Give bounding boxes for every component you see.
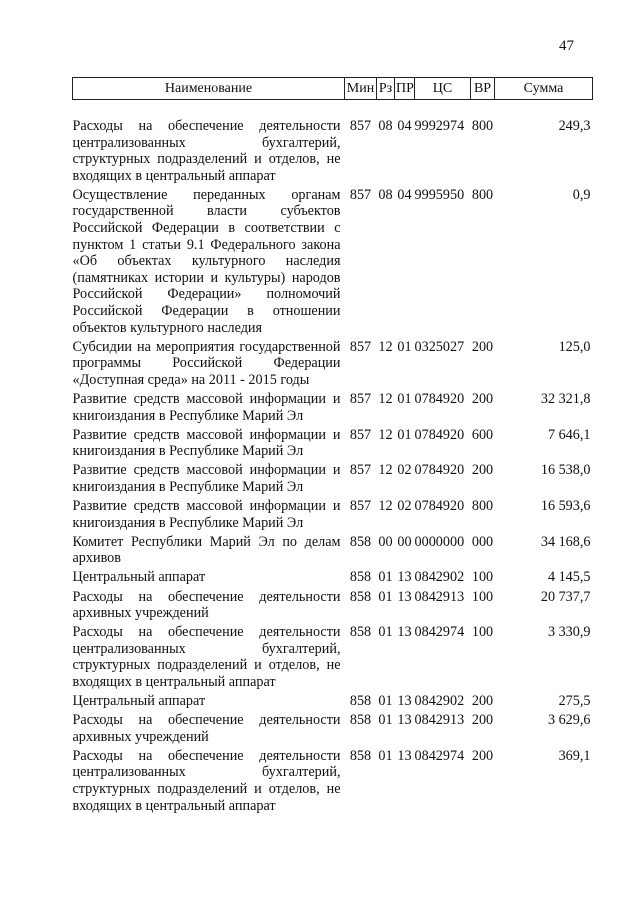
cell-name: Расходы на обеспечение деятельности архивных учреждений: [72, 588, 341, 622]
cell-rz: 01: [378, 693, 393, 710]
table-row: [73, 391, 593, 427]
cell-sum: 0,9: [572, 186, 591, 203]
cell-cs: 0784920: [414, 498, 465, 515]
table-header-row: [73, 78, 593, 100]
cell-rz: 12: [378, 498, 393, 515]
cell-name: Центральный аппарат: [72, 693, 206, 710]
table-row: [73, 339, 593, 391]
cell-vr: 600: [471, 426, 494, 443]
cell-rz: 01: [378, 712, 393, 729]
cell-min: 857: [349, 498, 372, 515]
cell-min: 858: [349, 533, 372, 550]
cell-name: Расходы на обеспечение деятельности централизованных бухгалтерий, структурных подразделений и отделов, не входящих в центральный аппарат: [72, 624, 341, 690]
cell-rz: 00: [378, 533, 393, 550]
cell-name: Развитие средств массовой информации и книгоиздания в Республике Марий Эл: [72, 498, 341, 531]
page-number: 47: [559, 38, 574, 54]
cell-cs: 0842902: [414, 569, 465, 586]
header-cs: ЦС: [415, 78, 471, 100]
cell-cs: 0842913: [414, 712, 465, 729]
table-row: [73, 748, 593, 817]
cell-pr: 01: [397, 391, 412, 407]
cell-name: Субсидии на мероприятия государственной программы Российской Федерации «Доступная среда» на 2011 - 2015 годы: [72, 338, 341, 388]
header-vr: ВР: [471, 78, 495, 100]
cell-cs: 0784920: [414, 462, 465, 479]
cell-pr: 04: [397, 118, 412, 134]
header-pr: ПР: [395, 78, 415, 100]
cell-name: Расходы на обеспечение деятельности централизованных бухгалтерий, структурных подразделений и отделов, не входящих в центральный аппарат: [72, 747, 341, 814]
header-min: Мин: [345, 78, 377, 100]
cell-sum: 125,0: [558, 338, 591, 355]
header-spacer: [73, 100, 593, 119]
cell-sum: 34 168,6: [540, 533, 591, 550]
cell-pr: 02: [397, 498, 412, 515]
cell-pr: 00: [397, 533, 412, 550]
cell-cs: 0000000: [414, 533, 465, 550]
cell-vr: 800: [471, 118, 494, 134]
cell-min: 857: [349, 391, 372, 407]
cell-pr: 13: [397, 569, 412, 586]
cell-min: 858: [349, 712, 372, 729]
cell-name: Расходы на обеспечение деятельности централизованных бухгалтерий, структурных подразделений и отделов, не входящих в центральный аппарат: [72, 118, 341, 184]
table-row: [73, 187, 593, 339]
cell-pr: 13: [397, 624, 412, 641]
cell-pr: 01: [397, 426, 412, 443]
cell-name: Центральный аппарат: [72, 569, 206, 586]
cell-rz: 12: [378, 391, 393, 407]
cell-vr: 200: [471, 747, 494, 764]
cell-min: 858: [349, 693, 372, 710]
cell-vr: 200: [471, 391, 494, 407]
cell-cs: 9995950: [414, 186, 465, 203]
cell-vr: 200: [471, 462, 494, 479]
cell-vr: 200: [471, 693, 494, 710]
cell-sum: 16 593,6: [540, 498, 591, 515]
cell-vr: 800: [471, 498, 494, 515]
cell-min: 858: [349, 747, 372, 764]
cell-pr: 13: [397, 747, 412, 764]
table-row: [73, 624, 593, 693]
cell-pr: 04: [397, 186, 412, 203]
cell-pr: 01: [397, 338, 412, 355]
cell-rz: 12: [378, 338, 393, 355]
table-body: [73, 100, 593, 817]
cell-name: Комитет Республики Марий Эл по делам архивов: [72, 533, 341, 567]
cell-min: 857: [349, 338, 372, 355]
cell-name: Развитие средств массовой информации и книгоиздания в Республике Марий Эл: [72, 391, 341, 424]
table-row: [73, 693, 593, 712]
cell-vr: 000: [471, 533, 494, 550]
table-row: [73, 462, 593, 498]
cell-vr: 100: [471, 588, 494, 605]
cell-rz: 12: [378, 462, 393, 479]
cell-vr: 100: [471, 624, 494, 641]
cell-name: Развитие средств массовой информации и книгоиздания в Республике Марий Эл: [72, 426, 341, 460]
cell-min: 858: [349, 569, 372, 586]
cell-sum: 16 538,0: [540, 462, 591, 479]
cell-sum: 369,1: [558, 747, 591, 764]
cell-sum: 4 145,5: [547, 569, 591, 586]
cell-vr: 100: [471, 569, 494, 586]
cell-pr: 13: [397, 712, 412, 729]
cell-sum: 7 646,1: [547, 426, 591, 443]
cell-rz: 01: [378, 569, 393, 586]
cell-cs: 0784920: [414, 426, 465, 443]
budget-table-container: [72, 77, 592, 817]
cell-cs: 0842974: [414, 624, 465, 641]
cell-cs: 0325027: [414, 338, 465, 355]
cell-min: 857: [349, 462, 372, 479]
cell-sum: 249,3: [558, 118, 591, 134]
cell-rz: 01: [378, 624, 393, 641]
table-row: [73, 118, 593, 187]
cell-min: 857: [349, 186, 372, 203]
cell-name: Развитие средств массовой информации и книгоиздания в Республике Марий Эл: [72, 462, 341, 495]
cell-pr: 13: [397, 693, 412, 710]
cell-rz: 01: [378, 747, 393, 764]
cell-name: Расходы на обеспечение деятельности архивных учреждений: [72, 712, 341, 745]
cell-min: 858: [349, 588, 372, 605]
cell-sum: 275,5: [558, 693, 591, 710]
budget-table: [72, 77, 593, 817]
cell-name: Осуществление переданных органам государственной власти субъектов Российской Федерации в соответствии с пунктом 1 статьи 9.1 Федерального закона «Об объектах культурного наследия (памятниках истории и культуры) народов Российской Федерации» полномочий Российской Федерации в отношении объектов культурного наследия: [72, 186, 341, 336]
table-row: [73, 569, 593, 588]
table-row: [73, 498, 593, 534]
cell-min: 857: [349, 118, 372, 134]
cell-vr: 200: [471, 338, 494, 355]
cell-vr: 200: [471, 712, 494, 729]
table-row: [73, 712, 593, 748]
cell-cs: 0842913: [414, 588, 465, 605]
header-sum: Сумма: [495, 78, 593, 100]
cell-rz: 08: [378, 186, 393, 203]
cell-cs: 0842974: [414, 747, 465, 764]
cell-rz: 01: [378, 588, 393, 605]
table-row: [73, 534, 593, 570]
cell-vr: 800: [471, 186, 494, 203]
cell-rz: 08: [378, 118, 393, 134]
cell-pr: 02: [397, 462, 412, 479]
cell-min: 858: [349, 624, 372, 641]
cell-sum: 32 321,8: [540, 391, 591, 407]
cell-rz: 12: [378, 426, 393, 443]
cell-cs: 0784920: [414, 391, 465, 407]
table-row: [73, 427, 593, 463]
cell-cs: 9992974: [414, 118, 465, 134]
header-name: Наименование: [73, 78, 345, 100]
cell-sum: 3 629,6: [547, 712, 591, 729]
cell-pr: 13: [397, 588, 412, 605]
table-row: [73, 589, 593, 625]
cell-sum: 20 737,7: [540, 588, 591, 605]
header-rz: Рз: [377, 78, 395, 100]
cell-min: 857: [349, 426, 372, 443]
cell-sum: 3 330,9: [547, 624, 591, 641]
cell-cs: 0842902: [414, 693, 465, 710]
